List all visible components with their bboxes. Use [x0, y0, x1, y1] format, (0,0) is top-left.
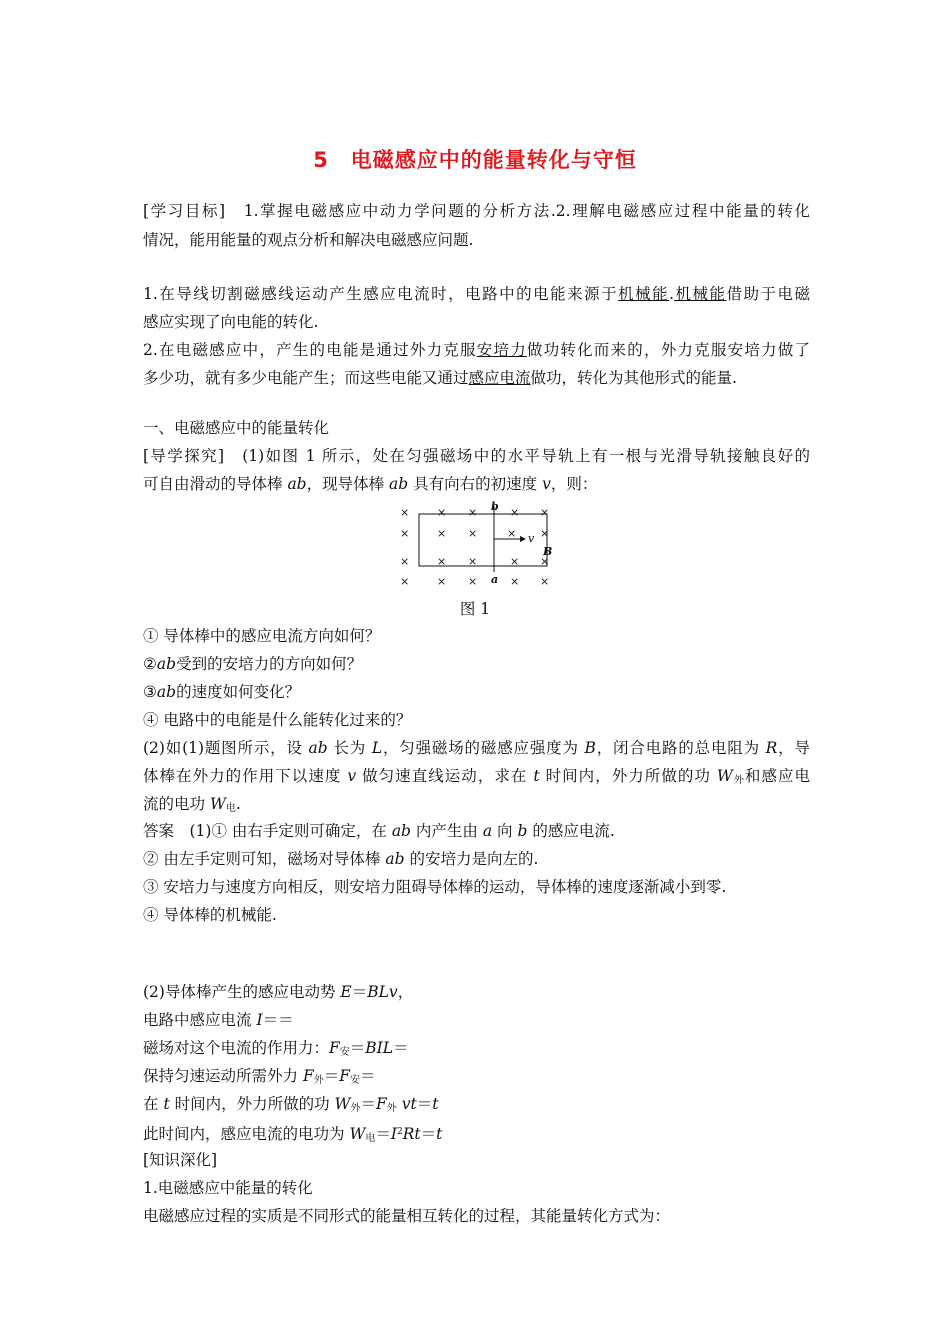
knowledge-item-1-text: 电磁感应过程的实质是不同形式的能量相互转化的过程，其能量转化方式为： [143, 1207, 671, 1225]
problem2-line3: 流的电功 $W_电$. [143, 795, 241, 814]
knowledge-deepen-label: [知识深化] [143, 1151, 218, 1169]
figure-caption: 图 1 [459, 600, 491, 618]
cross-mark: × [468, 555, 478, 568]
cross-mark: × [510, 506, 520, 519]
derivation-electric-work: 此时间内，感应电流的电功为 $W_电=I^2Rt=t$ [143, 1125, 443, 1144]
problem2-line1: (2)如(1)题图所示，设 ab 长为 L，匀强磁场的磁感应强度为 B，闭合电路的总电阻为 R，导 [143, 739, 810, 757]
derivation-external-force: 保持匀速运动所需外力 $F_外=F_安=$ [143, 1067, 376, 1086]
derivation-current: 电路中感应电流 I＝＝ [143, 1011, 294, 1029]
intro-para1-line1: 1.在导线切割磁感线运动产生感应电流时，电路中的电能来源于机械能.机械能借助于电磁 [143, 285, 810, 303]
derivation-force: 磁场对这个电流的作用力：$F_安=BIL=$ [143, 1039, 409, 1058]
answer-3: ③ 安培力与速度方向相反，则安培力阻碍导体棒的运动，导体棒的速度逐渐减小到零. [143, 878, 727, 896]
figure-1-diagram [390, 497, 560, 589]
cross-mark: × [468, 506, 478, 519]
answer-4: ④ 导体棒的机械能. [143, 906, 277, 924]
intro-para2-line2: 多少功，就有多少电能产生；而这些电能又通过感应电流做功，转化为其他形式的能量. [143, 369, 737, 387]
question-1: ① 导体棒中的感应电流方向如何？ [143, 627, 381, 645]
cross-mark: × [468, 575, 478, 588]
label-v: v [528, 532, 535, 545]
question-4: ④ 电路中的电能是什么能转化过来的？ [143, 711, 412, 729]
cross-mark: × [540, 555, 550, 568]
label-b: b [491, 500, 499, 513]
cross-mark: × [437, 527, 447, 540]
blank-answer: 感应电流 [468, 369, 531, 387]
cross-mark: × [540, 506, 550, 519]
label-B: B [543, 545, 553, 558]
cross-mark: × [437, 575, 447, 588]
cross-mark: × [400, 555, 410, 568]
cross-mark: × [437, 506, 447, 519]
cross-mark: × [400, 527, 410, 540]
derivation-work: 在 t 时间内，外力所做的功 $W_外=F_外$ vt＝t [143, 1095, 439, 1114]
cross-mark: × [400, 506, 410, 519]
derivation-emf: (2)导体棒产生的感应电动势 E＝BLv， [143, 983, 414, 1001]
page-title: 5 电磁感应中的能量转化与守恒 [313, 148, 637, 172]
knowledge-item-1: 1.电磁感应中能量的转化 [143, 1179, 313, 1197]
cross-mark: × [540, 527, 550, 540]
problem2-line2: 体棒在外力的作用下以速度 v 做匀速直线运动，求在 t 时间内，外力所做的功 $W_外$和感应电 [143, 767, 811, 786]
cross-mark: × [400, 575, 410, 588]
intro-para2-line1: 2.在电磁感应中，产生的电能是通过外力克服安培力做功转化而来的，外力克服安培力做了 [143, 341, 810, 359]
blank-answer: 安培力 [476, 341, 527, 359]
answer-2: ② 由左手定则可知，磁场对导体棒 ab 的安培力是向左的. [143, 850, 539, 868]
explore-line1: [导学探究] (1)如图 1 所示，处在匀强磁场中的水平导轨上有一根与光滑导轨接触良好的 [143, 447, 810, 465]
cross-mark: × [510, 555, 520, 568]
cross-mark: × [540, 575, 550, 588]
cross-mark: × [437, 555, 447, 568]
cross-mark: × [468, 527, 478, 540]
cross-mark: × [510, 575, 520, 588]
intro-para1-line2: 感应实现了向电能的转化. [143, 313, 319, 331]
label-a: a [491, 573, 499, 586]
blank-answer: 机械能 [674, 285, 727, 303]
section-heading: 一、电磁感应中的能量转化 [143, 419, 330, 437]
learning-goals-line2: 情况，能用能量的观点分析和解决电磁感应问题. [143, 231, 474, 249]
question-2: ②ab受到的安培力的方向如何？ [143, 655, 363, 673]
explore-line2: 可自由滑动的导体棒 ab，现导体棒 ab 具有向右的初速度 v，则： [143, 475, 598, 493]
question-3: ③ab的速度如何变化？ [143, 683, 301, 701]
blank-answer: 机械能 [618, 285, 670, 303]
cross-mark: × [507, 527, 517, 540]
answer-1: 答案 (1)① 由右手定则可确定，在 ab 内产生由 a 向 b 的感应电流. [143, 822, 615, 840]
learning-goals-line1: [学习目标] 1.掌握电磁感应中动力学问题的分析方法.2.理解电磁感应过程中能量的转化 [143, 202, 810, 220]
